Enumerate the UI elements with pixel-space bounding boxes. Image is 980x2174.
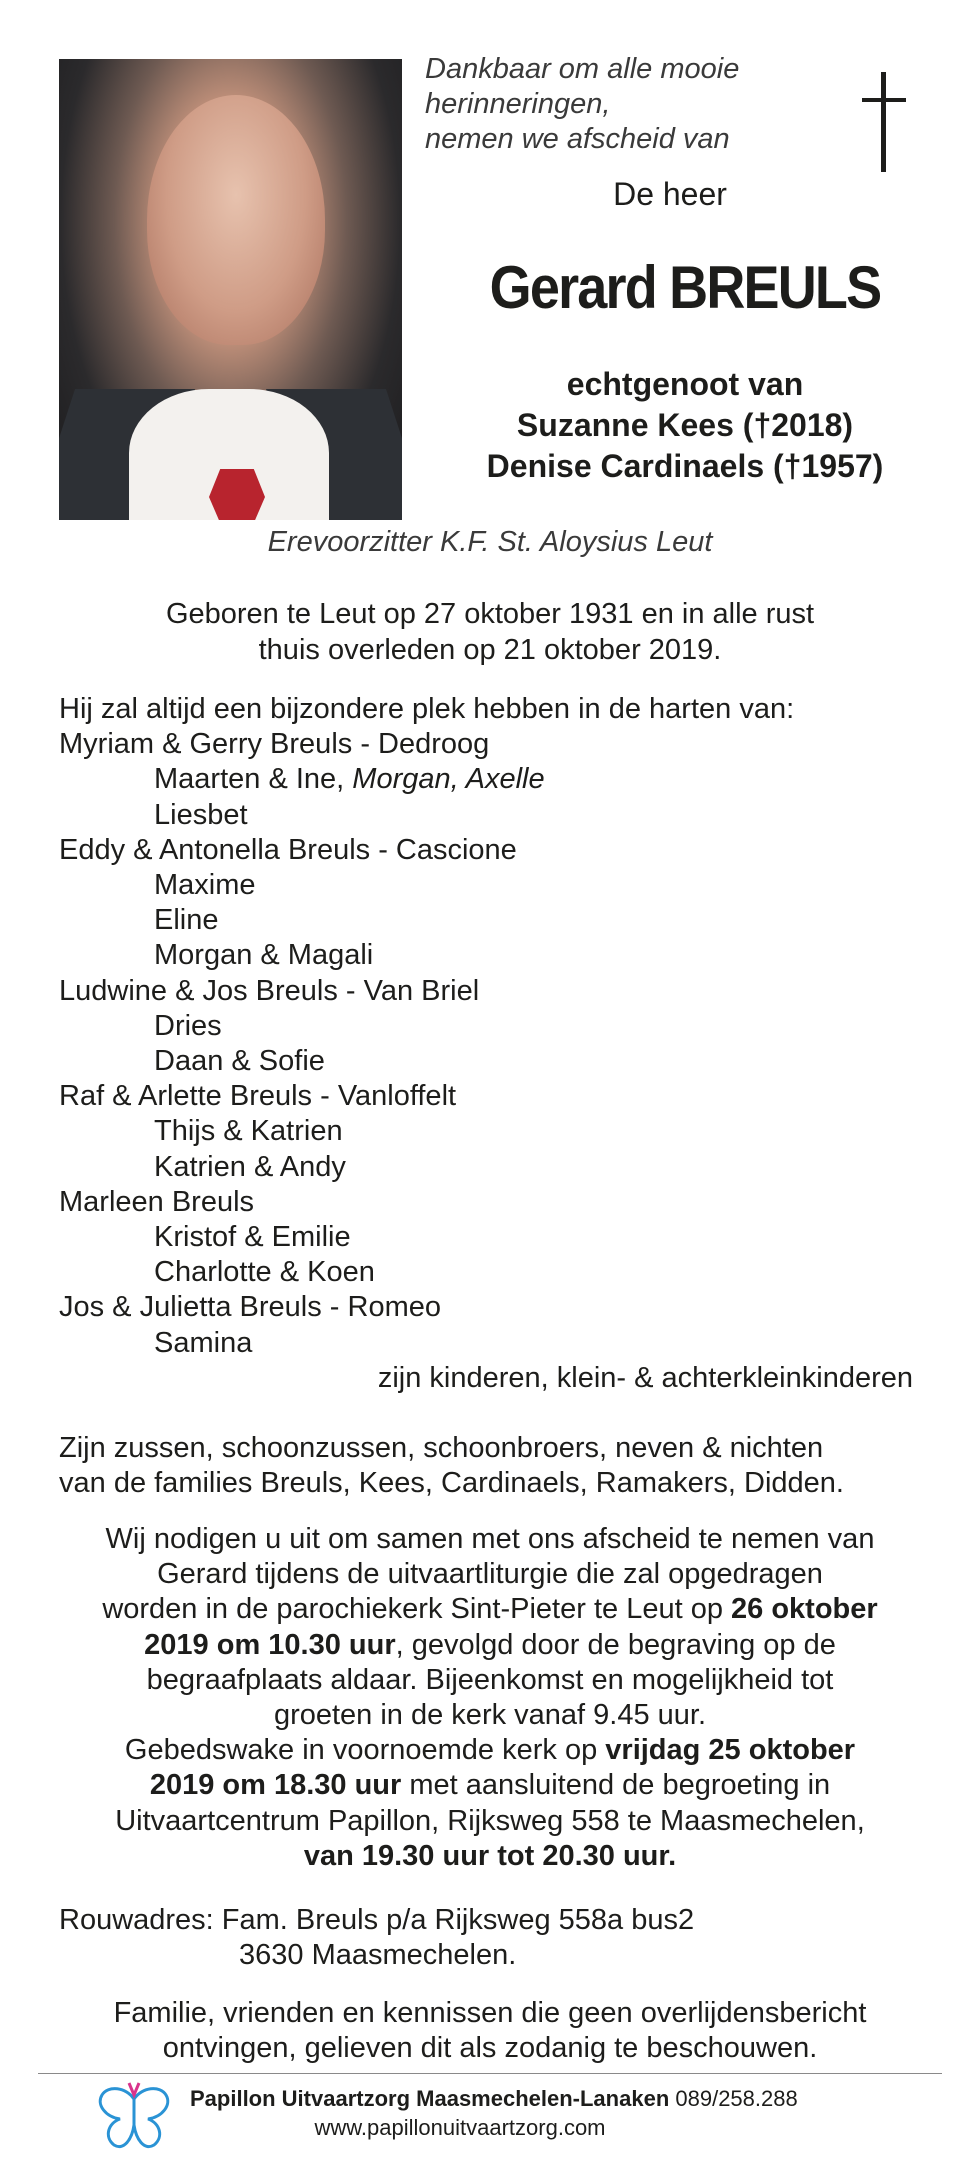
family-member: Katrien & Andy [154,1150,346,1183]
family-member: Thijs & Katrien [154,1115,343,1148]
notice-line: Familie, vrienden en kennissen die geen overlijdensbericht [113,1997,867,2029]
family-member: Dries [154,1009,222,1042]
birth-death-info [0,596,980,668]
invite-line [40,1592,940,1627]
intro-text [425,52,785,157]
invite-time: 2019 om 10.30 uur [144,1628,396,1661]
company-name: Papillon Uitvaartzorg Maasmechelen-Lanaken [190,2086,670,2111]
invitation-text [40,1522,940,1874]
footer-company [190,2086,910,2112]
footer-divider [38,2073,942,2074]
family-member: Raf & Arlette Breuls - Vanloffelt [59,1080,457,1113]
siblings-text [59,1431,939,1501]
spouse-line: Denise Cardinaels (†1957) [486,448,884,484]
address-line: Rouwadres: Fam. Breuls p/a Rijksweg 558a bus2 [59,1904,695,1936]
siblings-line: Zijn zussen, schoonzussen, schoonbroers, neven & nichten [59,1432,824,1464]
mourning-address [59,1903,939,1973]
butterfly-logo-icon [96,2081,172,2151]
invite-line [40,1733,940,1768]
portrait-photo [59,59,402,520]
family-member: Ludwine & Jos Breuls - Van Briel [59,974,480,1007]
visitation-time: van 19.30 uur tot 20.30 uur. [303,1839,677,1872]
family-closing: zijn kinderen, klein- & achterkleinkinderen [377,1361,913,1394]
intro-line: Dankbaar om alle mooie [425,53,740,85]
family-member: Charlotte & Koen [154,1256,375,1289]
born-line: Geboren te Leut op 27 oktober 1931 en in alle rust [165,598,815,630]
family-member: Eddy & Antonella Breuls - Cascione [59,833,517,866]
cross-icon [862,72,906,172]
invite-line: Gerard tijdens de uitvaartliturgie die zal opgedragen [157,1558,823,1591]
invite-line: Uitvaartcentrum Papillon, Rijksweg 558 te Maasmechelen, [115,1804,865,1837]
notice-line: ontvingen, gelieven dit als zodanig te beschouwen. [162,2032,818,2065]
spouse-block [420,364,950,487]
address-line: 3630 Maasmechelen. [239,1939,517,1972]
family-list [59,692,939,1396]
deceased-name: Gerard BREULS [489,254,881,321]
intro-line: nemen we afscheid van [425,123,730,155]
family-member: Morgan & Magali [154,939,374,972]
spouse-line: Suzanne Kees (†2018) [516,407,854,443]
invite-line [40,1839,940,1874]
invite-text: Gebedswake in voornoemde kerk op [124,1734,606,1767]
family-member: Marleen Breuls [59,1185,255,1218]
invite-text: worden in de parochiekerk Sint-Pieter te Leut op [102,1593,732,1626]
notice-text [40,1996,940,2066]
siblings-line: van de families Breuls, Kees, Cardinaels, Ramakers, Didden. [59,1467,844,1500]
family-member: Myriam & Gerry Breuls - Dedroog [59,728,490,761]
born-line: thuis overleden op 21 oktober 2019. [258,634,722,666]
invite-text: , gevolgd door de begraving op de [395,1628,836,1661]
family-member: Liesbet [154,798,248,831]
footer-website: www.papillonuitvaartzorg.com [314,2115,606,2140]
family-member: Maxime [154,869,256,902]
family-member: Jos & Julietta Breuls - Romeo [59,1291,441,1324]
wake-time: 2019 om 18.30 uur [149,1769,402,1802]
invite-line: Wij nodigen u uit om samen met ons afscheid te nemen van [105,1523,875,1555]
intro-line: herinneringen, [425,88,611,120]
invite-line [40,1628,940,1663]
family-intro: Hij zal altijd een bijzondere plek hebben in de harten van: [59,693,795,725]
invite-text: met aansluitend de begroeting in [401,1769,831,1802]
wake-date: vrijdag 25 oktober [605,1734,856,1767]
family-member: Kristof & Emilie [154,1221,351,1254]
salutation: De heer [613,176,727,212]
honorary-role: Erevoorzitter K.F. St. Aloysius Leut [267,526,713,558]
invite-line [40,1768,940,1803]
spouse-line: echtgenoot van [566,366,804,402]
invite-date: 26 oktober [731,1593,878,1626]
family-member [59,762,939,797]
family-member: Daan & Sofie [154,1045,325,1078]
invite-line: groeten in de kerk vanaf 9.45 uur. [273,1699,707,1732]
family-member: Eline [154,904,219,937]
family-member: Samina [154,1326,253,1359]
company-phone: 089/258.288 [669,2086,798,2111]
invite-line: begraafplaats aldaar. Bijeenkomst en mogelijkheid tot [146,1663,834,1696]
family-member-name: Maarten & Ine, [154,763,353,796]
family-member-italic: Morgan, Axelle [352,763,545,796]
